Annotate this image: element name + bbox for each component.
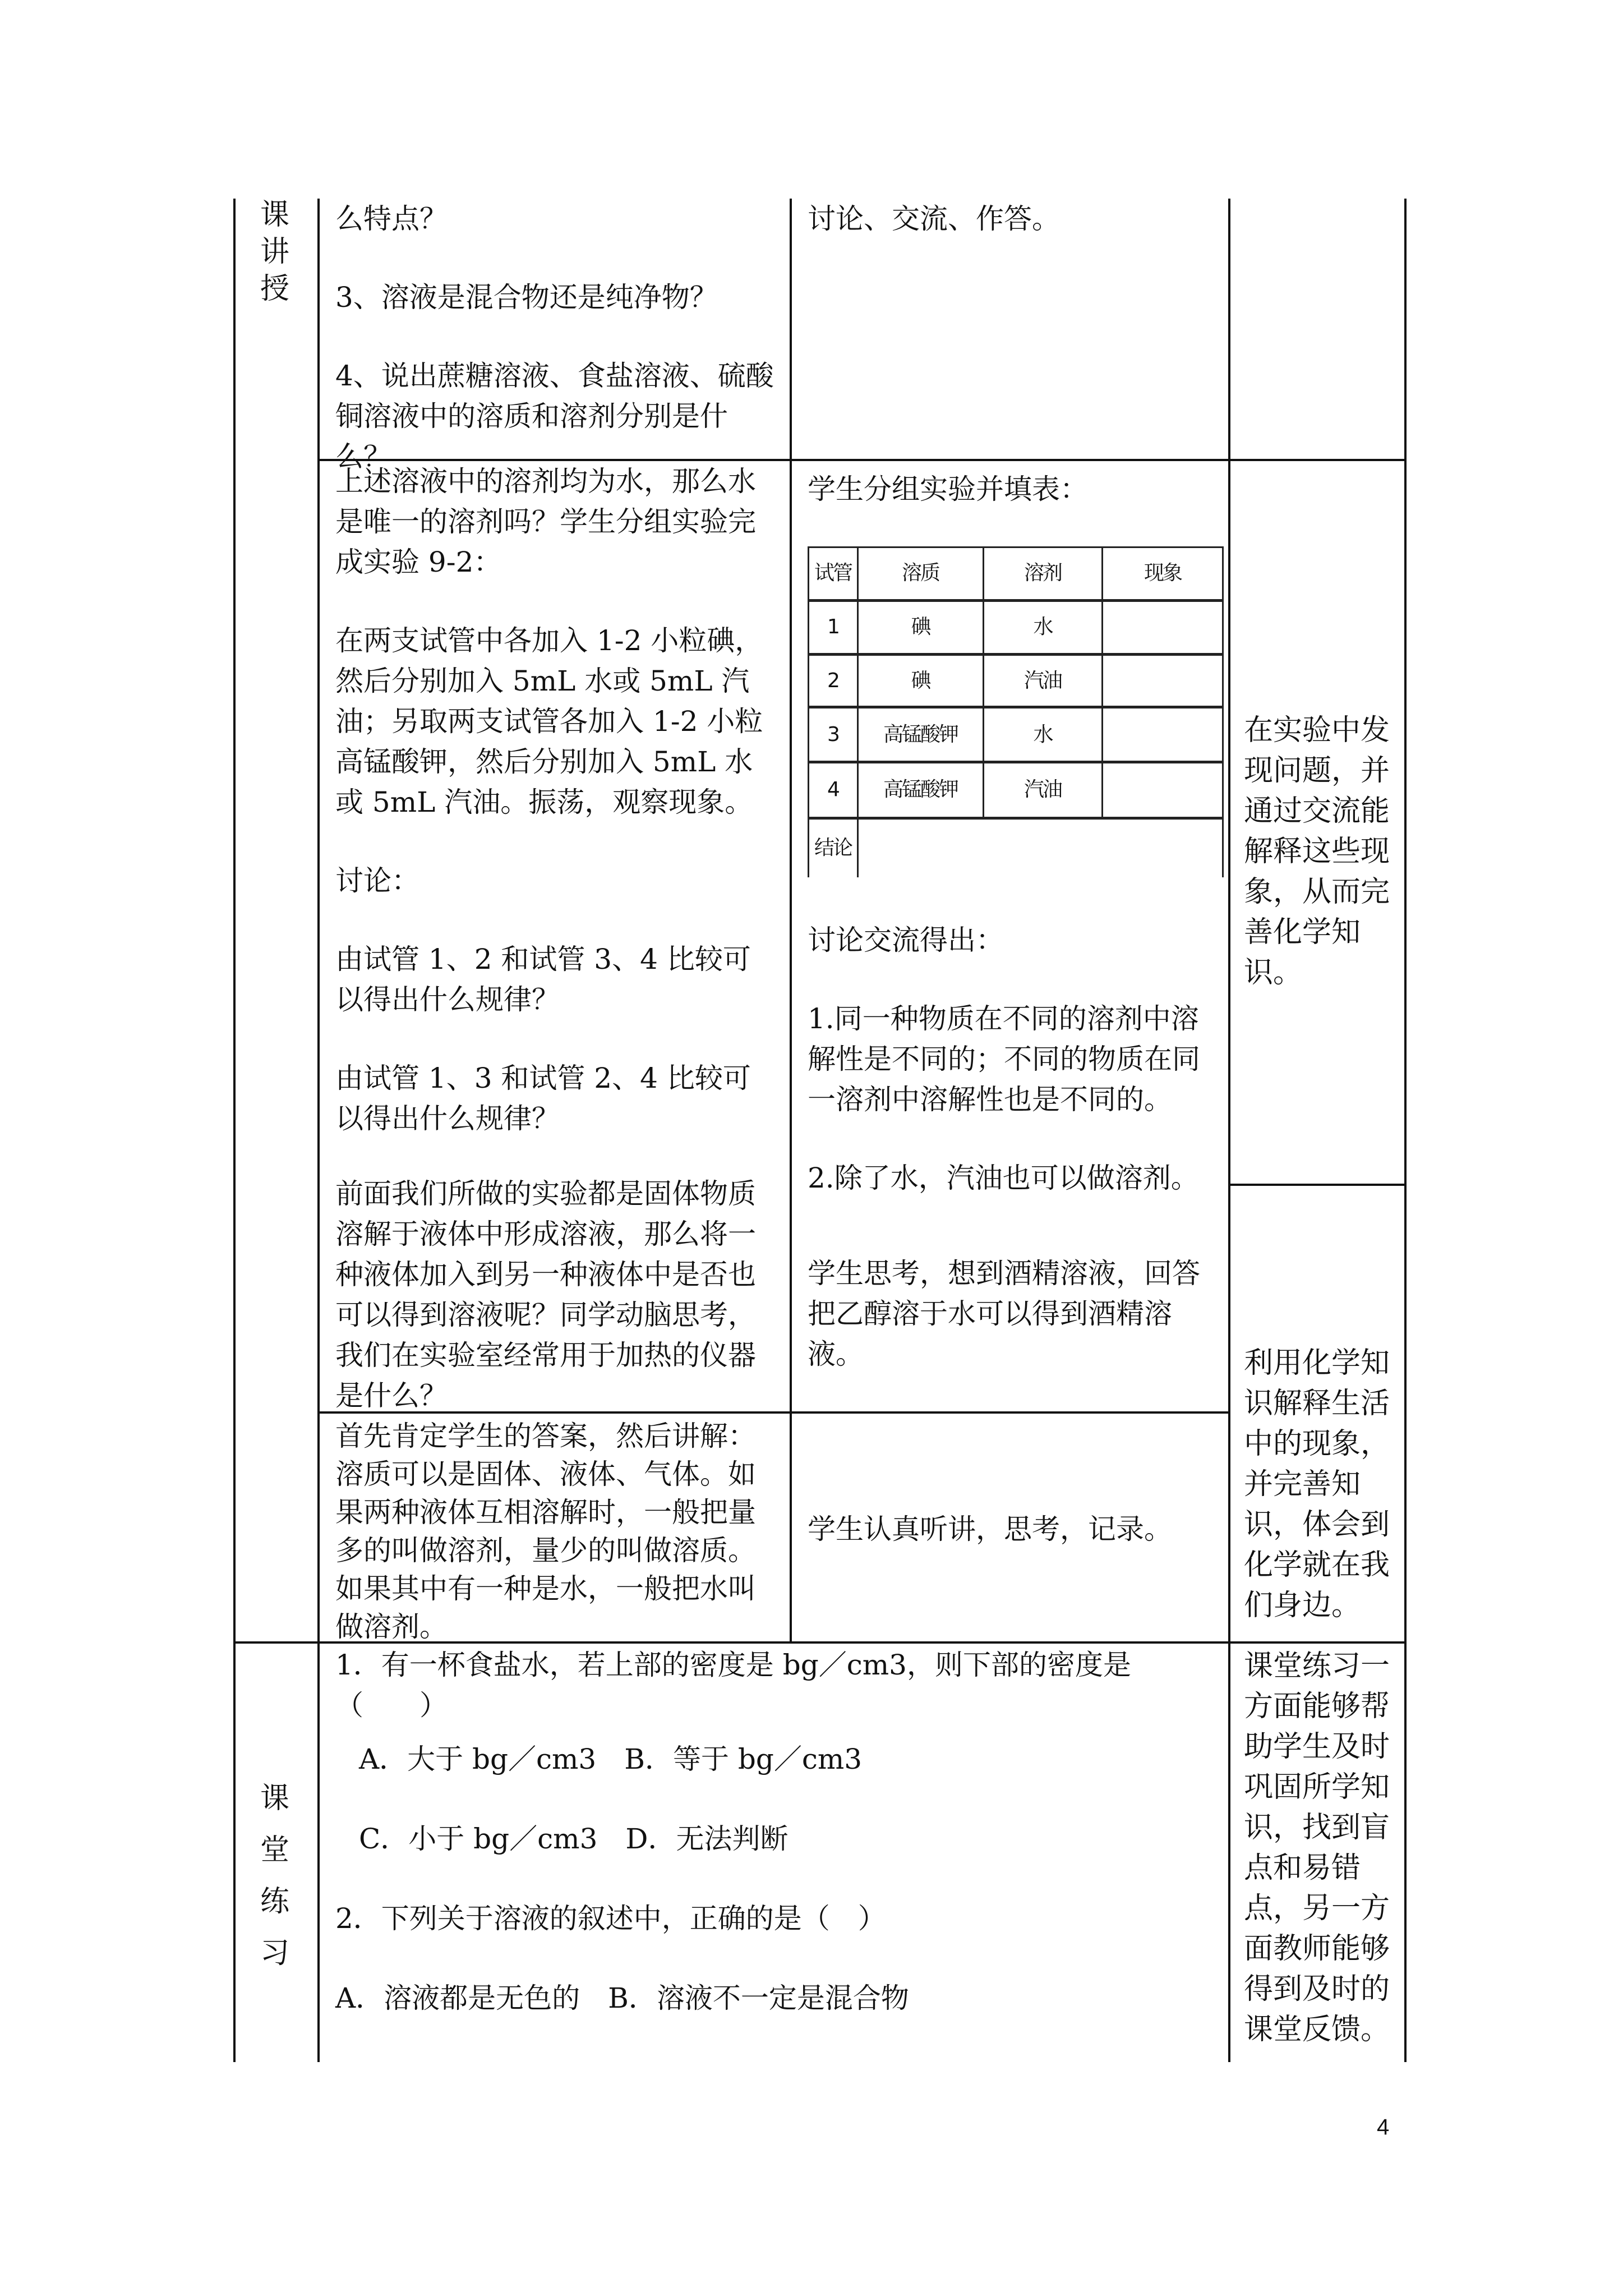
- table-border-right: [1404, 199, 1407, 2062]
- table-border-col1: [317, 199, 320, 2062]
- row-divider-purpose: [1228, 1184, 1407, 1186]
- exp-cell: 2: [827, 669, 838, 692]
- exp-header-solvent: 溶剂: [1023, 562, 1061, 585]
- row2-design-purpose: 在实验中发现问题，并通过交流能解释这些现象，从而完善化学知识。: [1244, 714, 1390, 990]
- exp-cell: 碘: [911, 669, 930, 692]
- exp-cell: 1: [827, 615, 838, 638]
- row2-student-activity-2: 学生思考，想到酒精溶液，回答把乙醇溶于水可以得到酒精溶液。: [808, 1257, 1200, 1370]
- section-label-practice: 课 堂 练 习: [260, 1782, 289, 1970]
- row2-student-discussion: 讨论交流得出： 1.同一种物质在不同的溶剂中溶解性是不同的；不同的物质在同一溶剂中溶解性也是不同的。 2.除了水，汽油也可以做溶剂。: [808, 924, 1200, 1194]
- exp-header-tube: 试管: [814, 562, 851, 585]
- row3-teacher-activity: 首先肯定学生的答案，然后讲解：溶质可以是固体、液体、气体。如果两种液体互相溶解时，一般把量多的叫做溶剂，量少的叫做溶质。如果其中有一种是水，一般把水叫做溶剂。: [335, 1420, 756, 1643]
- practice-question-1-options-cd: C．小于 bg／cm3 D．无法判断: [359, 1823, 789, 1855]
- practice-design-purpose: 课堂练习一方面能够帮助学生及时巩固所学知识，找到盲点和易错点，另一方面教师能够得到及时的课堂反馈。: [1244, 1649, 1390, 2046]
- experiment-table: [808, 546, 1224, 878]
- row2-teacher-activity-2: 前面我们所做的实验都是固体物质溶解于液体中形成溶液，那么将一种液体加入到另一种液体中是否也可以得到溶液呢？同学动脑思考，我们在实验室经常用于加热的仪器是什么？: [335, 1177, 756, 1412]
- row-divider-2b: [790, 1411, 1230, 1414]
- exp-cell: 4: [827, 778, 838, 801]
- table-border-left: [233, 199, 236, 2062]
- exp-header-solute: 溶质: [901, 562, 939, 585]
- practice-question-2: 2．下列关于溶液的叙述中，正确的是（ ）: [335, 1902, 886, 1935]
- table-border-col3: [1228, 199, 1230, 2062]
- page-number: 4: [1377, 2115, 1390, 2139]
- exp-cell: 高锰酸钾: [883, 778, 957, 801]
- exp-header-phenomenon: 现象: [1144, 562, 1181, 585]
- practice-question-1: 1．有一杯食盐水，若上部的密度是 bg／cm3，则下部的密度是（ ）: [335, 1649, 1131, 1722]
- exp-cell: 水: [1033, 723, 1052, 746]
- row3-design-purpose: 利用化学知识解释生活中的现象，并完善知识，体会到化学就在我们身边。: [1244, 1346, 1390, 1622]
- exp-cell: 汽油: [1023, 669, 1061, 692]
- exp-cell: 碘: [911, 615, 930, 638]
- exp-cell: 水: [1033, 615, 1052, 638]
- exp-cell: 3: [827, 723, 838, 746]
- exp-cell: 汽油: [1023, 778, 1061, 801]
- section-label-lecture: 课 讲 授: [260, 198, 289, 306]
- row3-student-activity: 学生认真听讲，思考，记录。: [808, 1513, 1172, 1545]
- row-divider-1b: [1228, 459, 1407, 461]
- row2-teacher-activity: 上述溶液中的溶剂均为水，那么水是唯一的溶剂吗？学生分组实验完成实验 9-2： 在两支试管中各加入 1-2 小粒碘，然后分别加入 5mL 水或 5mL 汽油；另取两支试管各加入 1-2 小粒高锰酸钾，然后分别加入 5mL 水或 5mL 汽油。振荡，观察现象。 讨论： 由试管 1、2 和试管 3、4 比较可以得出什么规律？ 由试管 1、3 和试管 2、4 比较可以得出什么规律？: [335, 465, 763, 1135]
- exp-cell: 高锰酸钾: [883, 723, 957, 746]
- table-border-col2: [790, 199, 792, 1642]
- practice-question-1-options-ab: A．大于 bg／cm3 B．等于 bg／cm3: [359, 1743, 863, 1775]
- row2-student-intro: 学生分组实验并填表：: [808, 473, 1088, 505]
- row1-student-activity: 讨论、交流、作答。: [808, 203, 1060, 235]
- row1-teacher-activity: 么特点？ 3、溶液是混合物还是纯净物？ 4、说出蔗糖溶液、食盐溶液、硫酸铜溶液中的溶质和溶剂分别是什么？: [335, 203, 774, 473]
- exp-conclusion-label: 结论: [814, 836, 851, 859]
- practice-question-2-options-ab: A．溶液都是无色的 B．溶液不一定是混合物: [335, 1982, 909, 2014]
